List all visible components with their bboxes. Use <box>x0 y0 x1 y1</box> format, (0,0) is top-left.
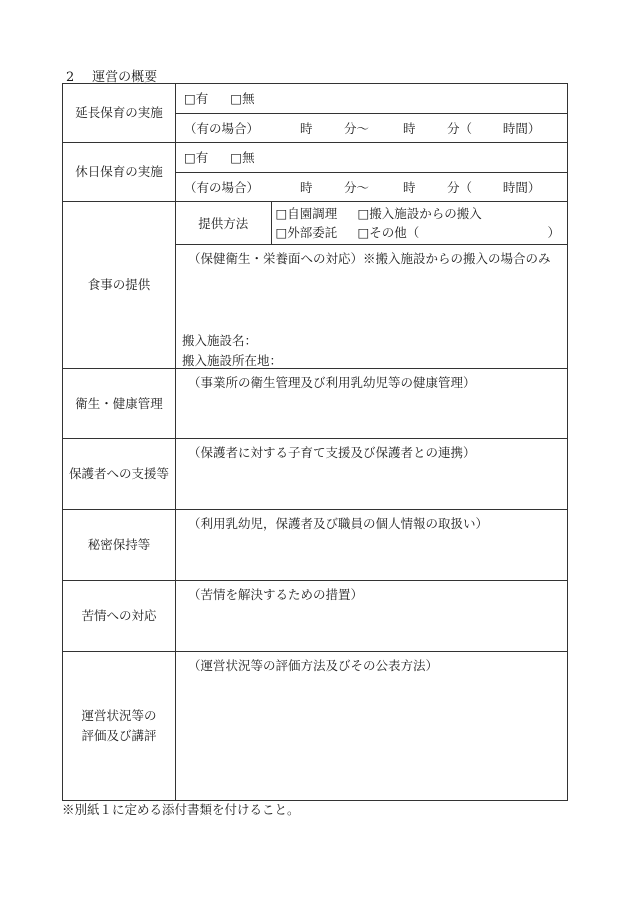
guardian-support-note: （保護者に対する子育て支援及び保護者との連携） <box>188 445 476 460</box>
evaluation-row <box>63 652 568 801</box>
evaluation-field[interactable] <box>176 652 568 801</box>
extended-care-minute-from: 分～ <box>343 120 369 136</box>
meals-transport-checkbox[interactable]: □搬入施設からの搬入 <box>357 205 482 221</box>
evaluation-label-line2: 評価及び講評 <box>81 728 157 743</box>
complaints-field[interactable] <box>176 581 568 652</box>
confidentiality-note: （利用乳幼児，保護者及び職員の個人情報の取扱い） <box>188 516 489 531</box>
extended-care-row <box>63 84 568 143</box>
meals-label: 食事の提供 <box>63 202 176 369</box>
extended-care-yes-checkbox[interactable]: □有 <box>184 91 209 107</box>
evaluation-label <box>63 652 176 801</box>
holiday-care-hour: 時 <box>299 179 313 195</box>
holiday-care-label: 休日保育の実施 <box>63 143 176 202</box>
confidentiality-row <box>63 510 568 581</box>
holiday-care-yes-checkbox[interactable]: □有 <box>184 150 209 166</box>
holiday-care-hour2: 時 <box>402 179 416 195</box>
meals-body[interactable] <box>176 244 567 368</box>
meals-method-label: 提供方法 <box>176 202 271 244</box>
meals-other-checkbox[interactable]: □その他（ <box>357 224 420 240</box>
hygiene-label: 衛生・健康管理 <box>63 369 176 439</box>
meals-note: （保健衛生・栄養面への対応）※搬入施設からの搬入の場合のみ <box>188 250 551 266</box>
extended-care-label: 延長保育の実施 <box>63 84 176 143</box>
guardian-support-label: 保護者への支援等 <box>63 439 176 510</box>
section-title: 運営の概要 <box>92 70 158 85</box>
evaluation-label-line1: 運営状況等の <box>81 708 157 723</box>
extended-care-if-yes: （有の場合） <box>184 120 260 136</box>
hygiene-field[interactable] <box>176 369 568 439</box>
holiday-care-no-checkbox[interactable]: □無 <box>230 150 255 166</box>
meals-outsource-checkbox[interactable]: □外部委託 <box>275 224 338 240</box>
section-number: 2 <box>66 70 75 85</box>
extended-care-hour: 時 <box>299 120 313 136</box>
evaluation-note: （運営状況等の評価方法及びその公表方法） <box>188 658 439 673</box>
meals-self-cook-checkbox[interactable]: □自園調理 <box>275 205 338 221</box>
holiday-care-minute-from: 分～ <box>343 179 369 195</box>
footnote: ※別紙１に定める添付書類を付けること。 <box>62 802 300 817</box>
extended-care-hours-total: 時間） <box>502 120 541 136</box>
meals-row <box>63 202 568 369</box>
meals-facility-name-label: 搬入施設名： <box>182 332 258 348</box>
hygiene-note: （事業所の衛生管理及び利用乳幼児等の健康管理） <box>188 375 476 390</box>
meals-other-close: ） <box>547 224 561 240</box>
complaints-note: （苦情を解決するための措置） <box>188 587 364 602</box>
holiday-care-hours-total: 時間） <box>502 179 541 195</box>
complaints-row <box>63 581 568 652</box>
extended-care-no-checkbox[interactable]: □無 <box>230 91 255 107</box>
holiday-care-minute2: 分（ <box>446 179 472 195</box>
extended-care-minute2: 分（ <box>446 120 472 136</box>
meals-facility-address-label: 搬入施設所在地： <box>182 352 283 368</box>
operation-overview-table <box>62 83 568 801</box>
hygiene-row <box>63 369 568 439</box>
confidentiality-label: 秘密保持等 <box>63 510 176 581</box>
extended-care-hour2: 時 <box>402 120 416 136</box>
confidentiality-field[interactable] <box>176 510 568 581</box>
complaints-label: 苦情への対応 <box>63 581 176 652</box>
guardian-support-row <box>63 439 568 510</box>
holiday-care-if-yes: （有の場合） <box>184 179 260 195</box>
guardian-support-field[interactable] <box>176 439 568 510</box>
holiday-care-row <box>63 143 568 202</box>
